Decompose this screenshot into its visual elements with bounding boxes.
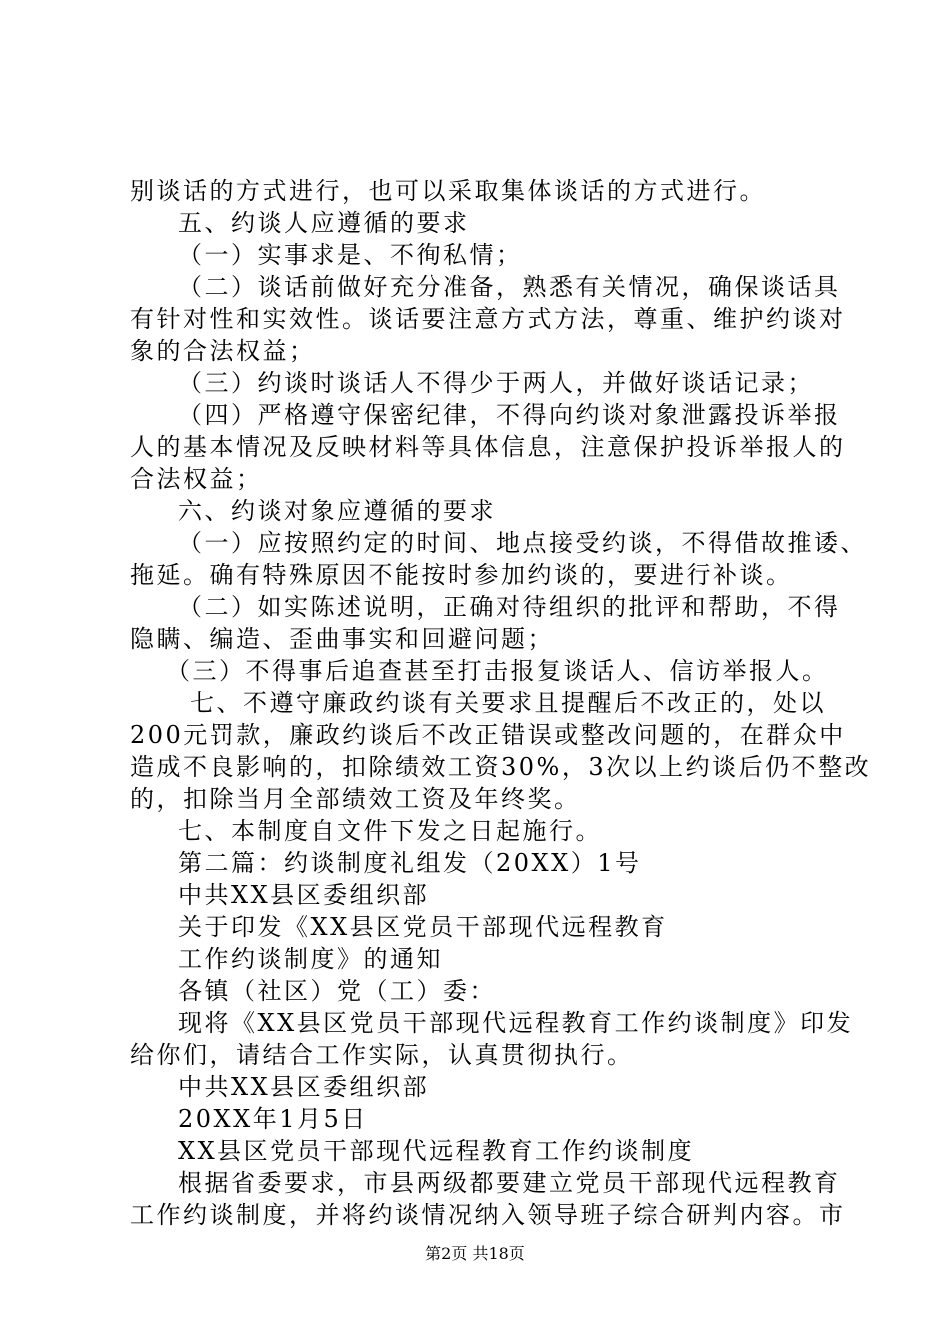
text-line: 有针对性和实效性。谈话要注意方式方法，尊重、维护约谈对 — [130, 305, 846, 333]
text-line: 七、本制度自文件下发之日起施行。 — [178, 817, 602, 845]
text-line: 工作约谈制度》的通知 — [178, 945, 443, 973]
text-line: 各镇（社区）党（工）委： — [178, 977, 496, 1005]
text-line: 给你们，请结合工作实际，认真贯彻执行。 — [130, 1041, 634, 1069]
text-line: 现将《XX县区党员干部现代远程教育工作约谈制度》印发 — [178, 1009, 854, 1037]
text-line: （四）严格遵守保密纪律，不得向约谈对象泄露投诉举报 — [178, 401, 841, 429]
document-body — [130, 175, 872, 1231]
text-line: XX县区党员干部现代远程教育工作约谈制度 — [178, 1137, 695, 1165]
text-line: 七、不遵守廉政约谈有关要求且提醒后不改正的，处以 — [190, 689, 826, 717]
text-line: 第二篇：约谈制度礼组发（20XX）1号 — [178, 849, 642, 877]
text-line: 的，扣除当月全部绩效工资及年终奖。 — [130, 785, 581, 813]
text-line: 隐瞒、编造、歪曲事实和回避问题； — [130, 625, 554, 653]
text-line: （三）不得事后追查甚至打击报复谈话人、信访举报人。 — [166, 657, 829, 685]
text-line: 人的基本情况及反映材料等具体信息，注意保护投诉举报人的 — [130, 433, 846, 461]
text-line: 别谈话的方式进行，也可以采取集体谈话的方式进行。 — [130, 177, 766, 205]
text-line: 象的合法权益； — [130, 337, 316, 365]
text-line: 拖延。确有特殊原因不能按时参加约谈的，要进行补谈。 — [130, 561, 793, 589]
text-line: 关于印发《XX县区党员干部现代远程教育 — [178, 913, 668, 941]
text-line: （二）如实陈述说明，正确对待组织的批评和帮助，不得 — [178, 593, 841, 621]
text-line: 工作约谈制度，并将约谈情况纳入领导班子综合研判内容。市 — [130, 1201, 846, 1229]
text-line: 五、约谈人应遵循的要求 — [178, 209, 470, 237]
text-line: （二）谈话前做好充分准备，熟悉有关情况，确保谈话具 — [178, 273, 841, 301]
text-line: 200元罚款，廉政约谈后不改正错误或整改问题的，在群众中 — [130, 721, 846, 749]
text-line: 六、约谈对象应遵循的要求 — [178, 497, 496, 525]
text-line: （一）实事求是、不徇私情； — [178, 241, 523, 269]
page-footer: 第2页 共18页 — [425, 1244, 525, 1263]
text-line: 中共XX县区委组织部 — [178, 881, 430, 909]
text-line: 根据省委要求，市县两级都要建立党员干部现代远程教育 — [178, 1169, 841, 1197]
text-line: 合法权益； — [130, 465, 263, 493]
text-line: 中共XX县区委组织部 — [178, 1073, 430, 1101]
text-line: （三）约谈时谈话人不得少于两人，并做好谈话记录； — [178, 369, 814, 397]
text-line: 造成不良影响的，扣除绩效工资30%，3次以上约谈后仍不整改 — [130, 753, 872, 781]
text-line: （一）应按照约定的时间、地点接受约谈，不得借故推诿、 — [178, 529, 867, 557]
text-line: 20XX年1月5日 — [178, 1105, 368, 1133]
